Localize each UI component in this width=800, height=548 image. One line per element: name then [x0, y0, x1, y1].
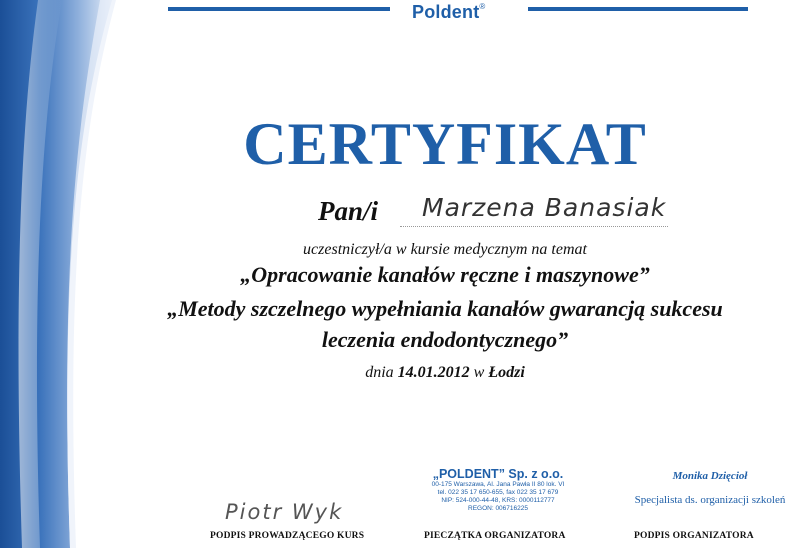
caption-organizer-signature: PODPIS ORGANIZATORA [634, 531, 754, 541]
company-stamp [418, 467, 578, 513]
instructor-signature: Piotr Wyk [225, 500, 344, 524]
logo-text: Poldent [412, 2, 480, 22]
organizer-role: Specjalista ds. organizacji szkoleń [634, 494, 786, 506]
top-rule-left [168, 7, 390, 11]
course-topic-line-3: leczenia endodontycznego” [321, 327, 569, 352]
stamp-ids: NIP: 524-000-44-48, KRS: 0000112777 [441, 497, 555, 504]
participation-statement: uczestniczył/a w kursie medycznym na temat [303, 241, 587, 258]
course-city: Łodzi [488, 364, 525, 381]
recipient-name: Marzena Banasiak [422, 193, 667, 222]
recipient-underline [400, 226, 668, 227]
top-rule-right [528, 7, 748, 11]
organizer-name: Monika Dzięcioł [672, 470, 748, 482]
poldent-logo [412, 2, 486, 23]
course-topic-line-1: „Opracowanie kanałów ręczne i maszynowe” [240, 262, 650, 287]
organizer-stamp [630, 470, 790, 506]
caption-organizer-stamp: PIECZĄTKA ORGANIZATORA [424, 531, 566, 541]
date-suffix: w [473, 364, 485, 381]
stamp-address: 00-175 Warszawa, Al. Jana Pawła II 80 lok. VI [431, 481, 565, 488]
stamp-phone: tel. 022 35 17 650-655, fax 022 35 17 679 [437, 489, 559, 496]
stamp-company-name: „POLDENT” Sp. z o.o. [432, 467, 564, 481]
certificate-title: CERTYFIKAT [243, 111, 647, 177]
caption-instructor-signature: PODPIS PROWADZĄCEGO KURS [210, 531, 365, 541]
course-date: 14.01.2012 [397, 364, 470, 381]
registered-mark: ® [479, 2, 486, 11]
course-topic-line-2: „Metody szczelnego wypełniania kanałów gwarancją sukcesu [167, 296, 723, 321]
course-date-line [90, 364, 800, 382]
date-prefix: dnia [365, 364, 394, 381]
salutation: Pan/i [318, 196, 379, 226]
stamp-regon: REGON: 006716225 [468, 505, 528, 512]
